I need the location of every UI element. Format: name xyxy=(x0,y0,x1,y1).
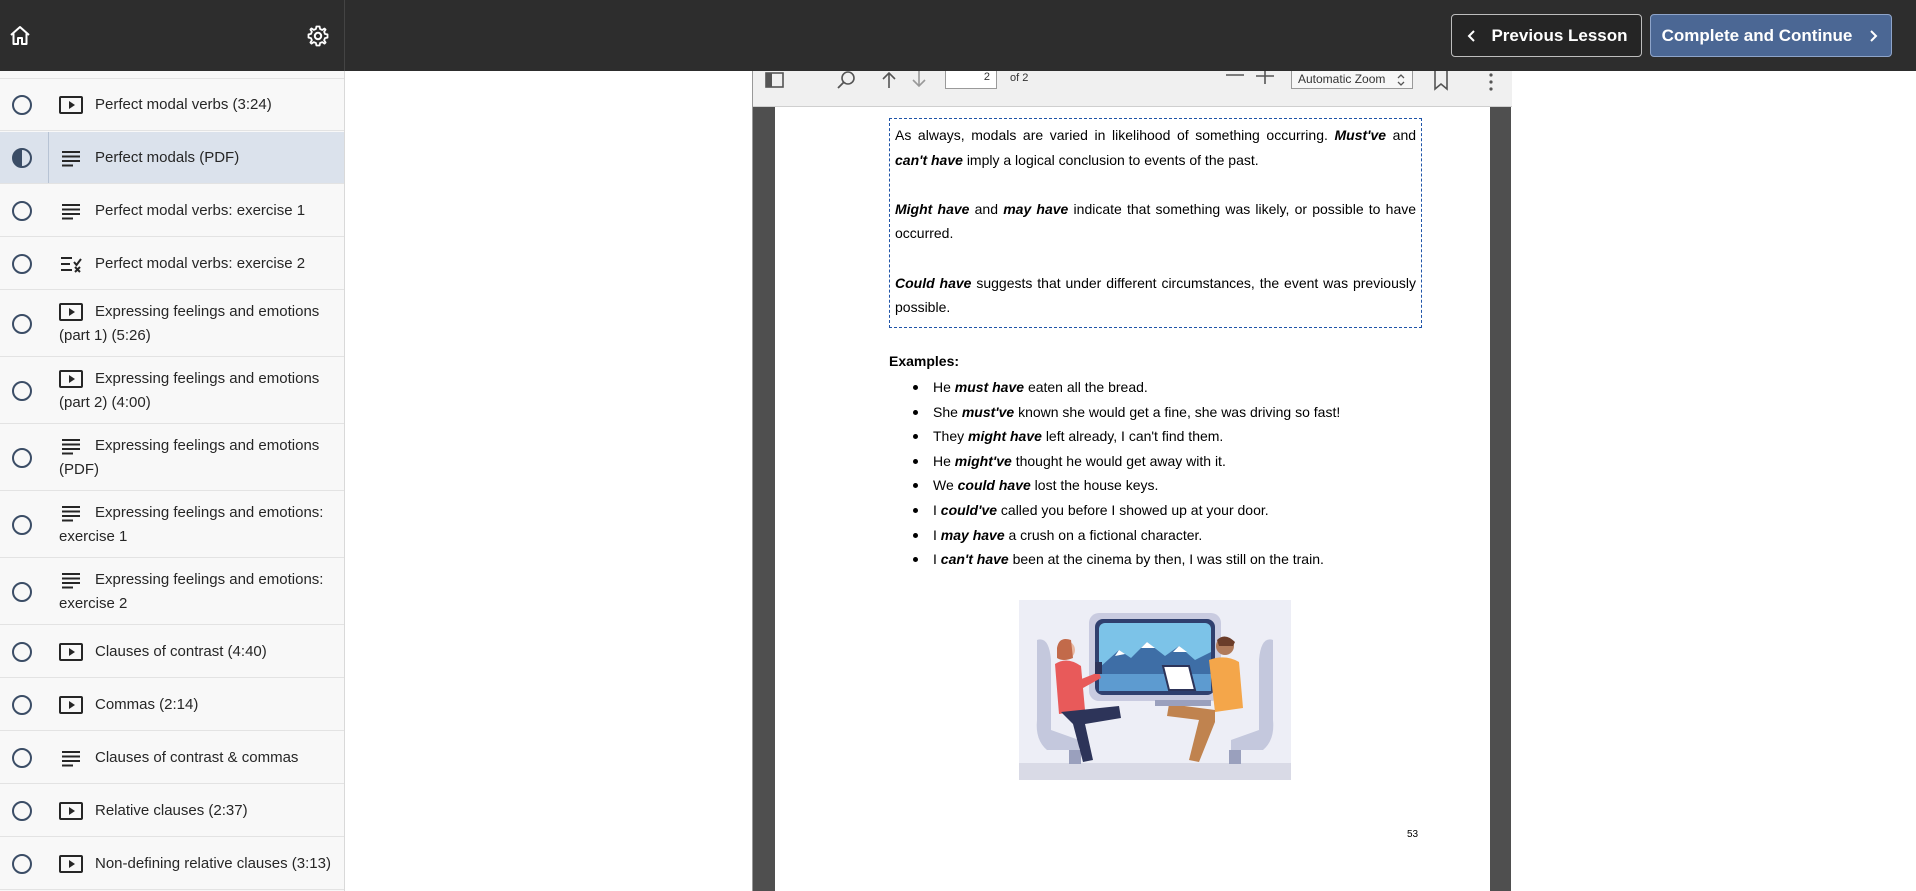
sidebar-item-label: Clauses of contrast (4:40) xyxy=(95,643,267,660)
page-number-input[interactable]: 2 xyxy=(945,71,997,89)
sidebar-item-non-defining-relative-clauses[interactable] xyxy=(0,838,345,890)
sidebar-item-commas[interactable] xyxy=(0,679,345,731)
pdf-viewer xyxy=(752,71,1511,891)
sidebar-item-feelings-exercise-2[interactable] xyxy=(0,559,345,625)
text-lines-icon xyxy=(59,202,83,220)
page-count: of 2 xyxy=(1010,72,1029,84)
zoom-in-icon[interactable] xyxy=(1253,71,1277,91)
video-icon xyxy=(59,855,83,873)
gear-icon[interactable] xyxy=(306,24,330,48)
text-lines-icon xyxy=(59,571,83,589)
list-item: She must've known she would get a fine, she was driving so fast! xyxy=(911,400,1340,425)
sidebar-item-label: Expressing feelings and emotions (PDF) xyxy=(59,437,320,478)
home-icon[interactable] xyxy=(8,24,32,48)
sidebar-item-exercise-2[interactable] xyxy=(0,238,345,290)
examples-heading: Examples: xyxy=(889,353,960,369)
complete-and-continue-button[interactable] xyxy=(1650,14,1892,57)
status-circle-icon[interactable] xyxy=(12,515,32,535)
sidebar-toggle-icon[interactable] xyxy=(763,71,787,91)
sidebar-item-label: Perfect modal verbs: exercise 1 xyxy=(95,202,306,219)
list-item: I could've called you before I showed up at your door. xyxy=(911,498,1340,523)
callout-paragraph-1: As always, modals are varied in likelihood of something occurring. Must've and can't have imply a logical conclusion to events of the past. xyxy=(895,127,1417,168)
previous-lesson-button[interactable] xyxy=(1451,14,1642,57)
sidebar-item-clauses-and-commas[interactable] xyxy=(0,732,345,784)
video-icon xyxy=(59,96,83,114)
previous-lesson-label: Previous Lesson xyxy=(1491,25,1628,45)
status-circle-icon[interactable] xyxy=(12,201,32,221)
sidebar-item-relative-clauses[interactable] xyxy=(0,785,345,837)
sidebar-item-perfect-modal-verbs[interactable] xyxy=(0,79,345,131)
chevron-left-icon xyxy=(1465,29,1479,43)
status-circle-icon[interactable] xyxy=(12,448,32,468)
examples-list xyxy=(911,375,1340,572)
callout-paragraph-2: Might have and may have indicate that something was likely, or possible to have occurred. xyxy=(895,200,1417,242)
sidebar-item-label: Relative clauses (2:37) xyxy=(95,802,248,819)
sidebar-item-label: Expressing feelings and emotions: exercise 2 xyxy=(59,571,324,612)
text-lines-icon xyxy=(59,749,83,767)
complete-and-continue-label: Complete and Continue xyxy=(1661,25,1853,45)
status-circle-icon[interactable] xyxy=(12,854,32,874)
status-circle-icon[interactable] xyxy=(12,254,32,274)
arrow-up-icon[interactable] xyxy=(877,71,901,91)
text-lines-icon xyxy=(59,149,83,167)
quiz-icon xyxy=(59,255,83,273)
list-item: I may have a crush on a fictional character. xyxy=(911,523,1340,548)
sidebar-item-label: Commas (2:14) xyxy=(95,696,199,713)
sidebar-item-label: Clauses of contrast & commas xyxy=(95,749,299,766)
arrow-down-icon[interactable] xyxy=(907,71,931,91)
sidebar-item-label: Non-defining relative clauses (3:13) xyxy=(95,855,331,872)
text-lines-icon xyxy=(59,504,83,522)
callout-box xyxy=(889,118,1422,328)
status-circle-icon[interactable] xyxy=(12,748,32,768)
sidebar-item-feelings-part-1[interactable] xyxy=(0,291,345,357)
sidebar-item-label: Perfect modal verbs (3:24) xyxy=(95,96,272,113)
video-icon xyxy=(59,643,83,661)
status-circle-icon[interactable] xyxy=(12,801,32,821)
chevron-updown-icon xyxy=(1396,73,1406,87)
active-divider xyxy=(48,132,49,183)
list-item: He must have eaten all the bread. xyxy=(911,375,1340,400)
callout-paragraph-3: Could have suggests that under different circumstances, the event was previously possible. xyxy=(895,274,1416,316)
pdf-page xyxy=(775,107,1490,891)
status-circle-icon[interactable] xyxy=(12,582,32,602)
sidebar-item-label: Expressing feelings and emotions (part 2) (4:00) xyxy=(59,370,320,411)
status-half-icon[interactable] xyxy=(12,148,32,168)
list-item: They might have left already, I can't find them. xyxy=(911,424,1340,449)
sidebar-item-exercise-1[interactable] xyxy=(0,185,345,237)
zoom-out-icon[interactable] xyxy=(1223,71,1247,91)
search-icon[interactable] xyxy=(835,71,859,91)
text-lines-icon xyxy=(59,437,83,455)
zoom-select[interactable] xyxy=(1291,71,1413,89)
status-circle-icon[interactable] xyxy=(12,314,32,334)
train-illustration xyxy=(1019,600,1291,780)
status-circle-icon[interactable] xyxy=(12,642,32,662)
sidebar-item-feelings-part-2[interactable] xyxy=(0,358,345,424)
sidebar-item-perfect-modals-pdf[interactable] xyxy=(0,132,345,184)
sidebar-item-label: Expressing feelings and emotions: exercise 1 xyxy=(59,504,324,545)
top-bar xyxy=(0,0,1916,71)
sidebar-item-feelings-exercise-1[interactable] xyxy=(0,492,345,558)
chevron-right-icon xyxy=(1866,29,1880,43)
sidebar-header xyxy=(0,0,345,71)
list-item[interactable] xyxy=(0,71,345,79)
page-footer-number: 53 xyxy=(1407,829,1419,840)
list-item: He might've thought he would get away with it. xyxy=(911,449,1340,474)
video-icon xyxy=(59,303,83,321)
list-item: We could have lost the house keys. xyxy=(911,473,1340,498)
video-icon xyxy=(59,802,83,820)
bookmark-icon[interactable] xyxy=(1429,71,1453,91)
status-circle-icon[interactable] xyxy=(12,381,32,401)
status-circle-icon[interactable] xyxy=(12,95,32,115)
sidebar-item-label: Expressing feelings and emotions (part 1) (5:26) xyxy=(59,303,320,344)
status-circle-icon[interactable] xyxy=(12,695,32,715)
more-options-icon[interactable] xyxy=(1479,71,1503,91)
list-item: I can't have been at the cinema by then, I was still on the train. xyxy=(911,547,1340,572)
pdf-toolbar xyxy=(753,71,1512,107)
zoom-value: Automatic Zoom xyxy=(1298,72,1386,86)
sidebar-item-clauses-of-contrast[interactable] xyxy=(0,626,345,678)
lesson-sidebar xyxy=(0,71,345,891)
video-icon xyxy=(59,370,83,388)
sidebar-item-label: Perfect modals (PDF) xyxy=(95,149,240,166)
sidebar-item-feelings-pdf[interactable] xyxy=(0,425,345,491)
video-icon xyxy=(59,696,83,714)
sidebar-item-label: Perfect modal verbs: exercise 2 xyxy=(95,255,306,272)
